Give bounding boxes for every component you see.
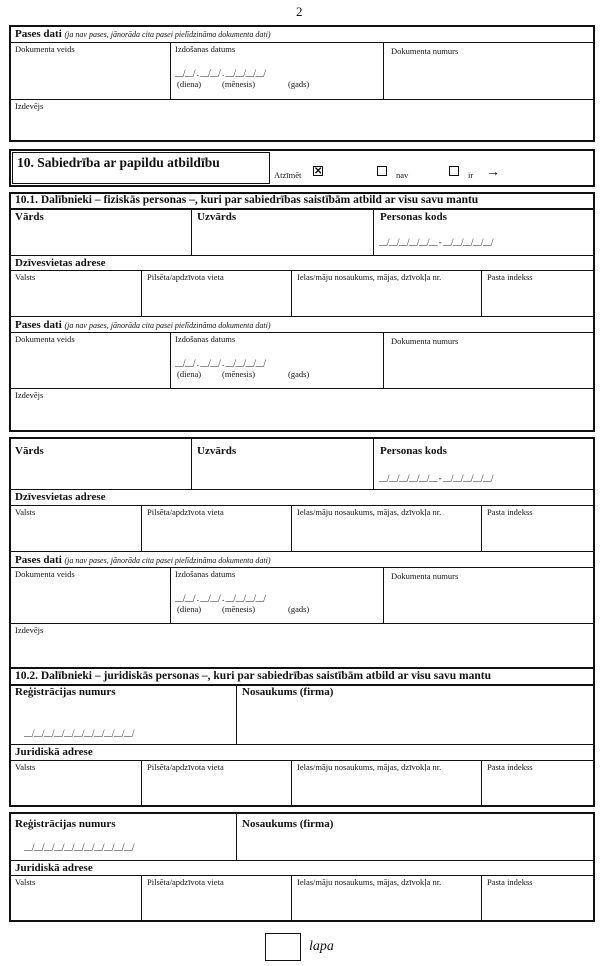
personal-code-field[interactable]: __/__/__/__/__/__ - __/__/__/__/__/ xyxy=(379,237,494,247)
city-label: Pilsēta/apdzīvota vieta xyxy=(147,272,224,282)
street-label: Ielas/māju nosaukums, mājas, dzīvokļa nr. xyxy=(297,762,442,772)
legal-name-label: Nosaukums (firma) xyxy=(242,818,334,830)
checked-checkbox[interactable]: ✕ xyxy=(314,166,323,177)
ir-checkbox[interactable] xyxy=(449,166,459,176)
country-label: Valsts xyxy=(15,272,36,282)
reg-number-field[interactable]: __/__/__/__/__/__/__/__/__/__/__/ xyxy=(24,728,135,738)
nav-label: nav xyxy=(396,170,409,180)
section10-2-title: 10.2. Dalībnieki – juridiskās personas –, kuri par sabiedrības saistībām atbild ar visu savu mantu xyxy=(15,670,491,682)
address-title: Dzīvesvietas adrese xyxy=(15,257,106,269)
passport-title: Pases dati (ja nav pases, jānorāda cita pasei pielīdzināma dokumenta dati) xyxy=(15,319,271,331)
legal-address-title: Juridiskā adrese xyxy=(15,862,93,874)
passport-title: Pases dati (ja nav pases, jānorāda cita pasei pielīdzināma dokumenta dati) xyxy=(15,28,271,40)
sheet-label: lapa xyxy=(309,939,334,954)
postcode-label: Pasta indekss xyxy=(487,762,533,772)
year-label: (gads) xyxy=(288,604,310,614)
doc-number-label: Dokumenta numurs xyxy=(391,336,459,346)
doc-type-label: Dokumenta veids xyxy=(15,44,75,54)
reg-number-field[interactable]: __/__/__/__/__/__/__/__/__/__/__/ xyxy=(24,842,135,852)
first-name-label: Vārds xyxy=(15,445,44,457)
person1-block xyxy=(9,192,595,432)
postcode-label: Pasta indekss xyxy=(487,507,533,517)
date-field[interactable]: __/__/ . __/__/ . __/__/__/__/ xyxy=(175,593,266,603)
street-label: Ielas/māju nosaukums, mājas, dzīvokļa nr. xyxy=(297,507,442,517)
country-label: Valsts xyxy=(15,877,36,887)
month-label: (mēnesis) xyxy=(222,604,256,614)
personal-code-label: Personas kods xyxy=(380,445,447,457)
section10-title: 10. Sabiedrība ar papildu atbildību xyxy=(17,155,220,170)
reg-number-label: Reģistrācijas numurs xyxy=(15,818,116,830)
issue-date-label: Izdošanas datums xyxy=(175,44,236,54)
issuer-label: Izdevējs xyxy=(15,390,44,400)
year-label: (gads) xyxy=(288,79,310,89)
city-label: Pilsēta/apdzīvota vieta xyxy=(147,507,224,517)
postcode-label: Pasta indekss xyxy=(487,272,533,282)
last-name-label: Uzvārds xyxy=(197,445,237,457)
country-label: Valsts xyxy=(15,507,36,517)
personal-code-field[interactable]: __/__/__/__/__/__ - __/__/__/__/__/ xyxy=(379,473,494,483)
date-field[interactable]: __/__/ . __/__/ . __/__/__/__/ xyxy=(175,68,266,78)
arrow-icon: → xyxy=(486,165,500,180)
legal-name-label: Nosaukums (firma) xyxy=(242,686,334,698)
passport-title: Pases dati (ja nav pases, jānorāda cita pasei pielīdzināma dokumenta dati) xyxy=(15,554,271,566)
doc-number-label: Dokumenta numurs xyxy=(391,571,459,581)
ir-label: ir xyxy=(468,170,474,180)
country-label: Valsts xyxy=(15,762,36,772)
sheet-number-box[interactable] xyxy=(265,933,301,961)
day-label: (diena) xyxy=(177,369,202,379)
mark-label: Atzīmēt xyxy=(274,170,302,180)
issue-date-label: Izdošanas datums xyxy=(175,569,236,579)
month-label: (mēnesis) xyxy=(222,369,256,379)
issuer-label: Izdevējs xyxy=(15,625,44,635)
first-name-label: Vārds xyxy=(15,211,44,223)
street-label: Ielas/māju nosaukums, mājas, dzīvokļa nr. xyxy=(297,877,442,887)
date-field[interactable]: __/__/ . __/__/ . __/__/__/__/ xyxy=(175,358,266,368)
nav-checkbox[interactable] xyxy=(377,166,387,176)
section10-1-title: 10.1. Dalībnieki – fiziskās personas –, kuri par sabiedrības saistībām atbild ar visu savu mantu xyxy=(15,194,479,206)
day-label: (diena) xyxy=(177,604,202,614)
city-label: Pilsēta/apdzīvota vieta xyxy=(147,762,224,772)
issuer-label: Izdevējs xyxy=(15,101,44,111)
legal-address-title: Juridiskā adrese xyxy=(15,746,93,758)
issue-date-label: Izdošanas datums xyxy=(175,334,236,344)
doc-type-label: Dokumenta veids xyxy=(15,334,75,344)
reg-number-label: Reģistrācijas numurs xyxy=(15,686,116,698)
doc-type-label: Dokumenta veids xyxy=(15,569,75,579)
month-label: (mēnesis) xyxy=(222,79,256,89)
page-number: 2 xyxy=(296,4,303,19)
day-label: (diena) xyxy=(177,79,202,89)
street-label: Ielas/māju nosaukums, mājas, dzīvokļa nr. xyxy=(297,272,442,282)
city-label: Pilsēta/apdzīvota vieta xyxy=(147,877,224,887)
year-label: (gads) xyxy=(288,369,310,379)
doc-number-label: Dokumenta numurs xyxy=(391,46,459,56)
last-name-label: Uzvārds xyxy=(197,211,237,223)
postcode-label: Pasta indekss xyxy=(487,877,533,887)
address-title: Dzīvesvietas adrese xyxy=(15,491,106,503)
personal-code-label: Personas kods xyxy=(380,211,447,223)
